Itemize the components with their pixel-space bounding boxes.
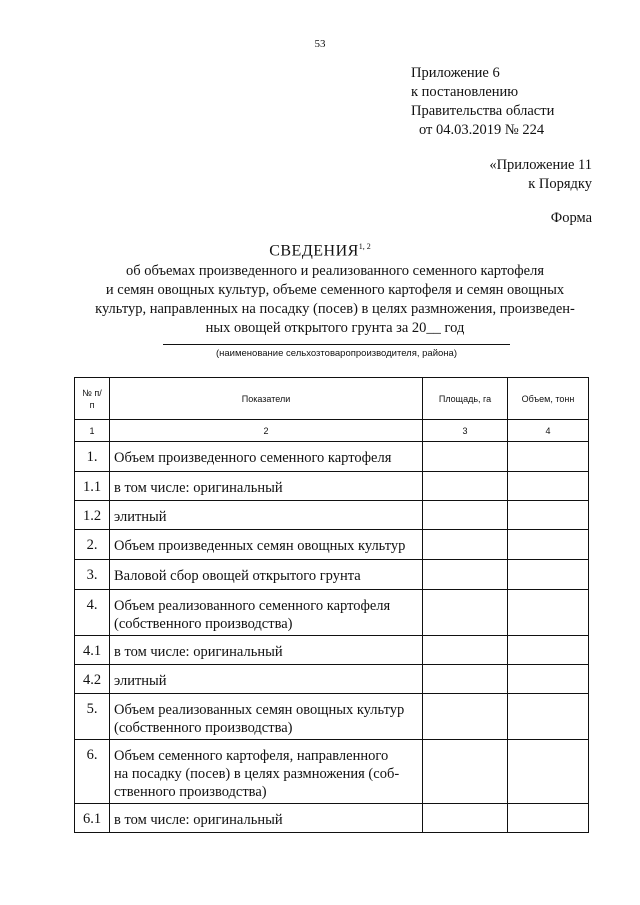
table-header-row bbox=[75, 378, 589, 420]
table-row bbox=[75, 590, 589, 636]
row-area-cell[interactable] bbox=[423, 636, 508, 665]
row-volume-cell[interactable] bbox=[508, 694, 589, 740]
table-row bbox=[75, 636, 589, 665]
row-volume-cell[interactable] bbox=[508, 472, 589, 501]
column-number: 4 bbox=[508, 420, 589, 442]
row-area-cell[interactable] bbox=[423, 590, 508, 636]
row-number: 2. bbox=[75, 530, 110, 560]
row-number: 1.2 bbox=[75, 501, 110, 530]
row-area-cell[interactable] bbox=[423, 740, 508, 804]
row-indicator bbox=[110, 665, 423, 694]
header-indicators: Показатели bbox=[110, 378, 423, 420]
indicator-line: элитный bbox=[114, 673, 167, 689]
row-area-cell[interactable] bbox=[423, 442, 508, 472]
indicator-line: Валовой сбор овощей открытого грунта bbox=[114, 568, 361, 584]
table-row bbox=[75, 694, 589, 740]
indicator-line: ственного производства) bbox=[114, 784, 267, 800]
table-row bbox=[75, 804, 589, 833]
column-number: 2 bbox=[110, 420, 423, 442]
table-row bbox=[75, 740, 589, 804]
table-row bbox=[75, 501, 589, 530]
order-note-line: к Порядку bbox=[528, 176, 592, 192]
row-area-cell[interactable] bbox=[423, 665, 508, 694]
subtitle-line: ных овощей открытого грунта за 20__ год bbox=[205, 320, 465, 336]
appendix-line: к постановлению bbox=[411, 84, 519, 100]
indicator-line: элитный bbox=[114, 509, 167, 525]
report-table bbox=[74, 377, 589, 833]
producer-caption: (наименование сельхозтоваропроизводителя, района) bbox=[215, 348, 458, 359]
appendix-line: Приложение 6 bbox=[411, 65, 500, 81]
title-footnote-marks: 1, 2 bbox=[358, 242, 371, 251]
table-row bbox=[75, 665, 589, 694]
appendix-line: Правительства области bbox=[411, 103, 555, 119]
indicator-line: Объем произведенного семенного картофеля bbox=[114, 450, 392, 466]
row-area-cell[interactable] bbox=[423, 694, 508, 740]
indicator-line: в том числе: оригинальный bbox=[114, 644, 283, 660]
indicator-line: Объем семенного картофеля, направленного bbox=[114, 748, 389, 764]
table-row bbox=[75, 560, 589, 590]
appendix-reference bbox=[411, 64, 554, 140]
row-number: 6. bbox=[75, 740, 110, 804]
indicator-line: Объем реализованных семян овощных культур bbox=[114, 702, 405, 718]
row-volume-cell[interactable] bbox=[508, 636, 589, 665]
header-number: № п/п bbox=[75, 378, 110, 420]
row-number: 4. bbox=[75, 590, 110, 636]
indicator-line: (собственного производства) bbox=[114, 720, 293, 736]
row-volume-cell[interactable] bbox=[508, 501, 589, 530]
table-row bbox=[75, 442, 589, 472]
column-number: 3 bbox=[423, 420, 508, 442]
row-number: 4.1 bbox=[75, 636, 110, 665]
row-volume-cell[interactable] bbox=[508, 442, 589, 472]
row-number: 1.1 bbox=[75, 472, 110, 501]
row-volume-cell[interactable] bbox=[508, 740, 589, 804]
header-area: Площадь, га bbox=[423, 378, 508, 420]
subtitle-line: и семян овощных культур, объеме семенного картофеля и семян овощных bbox=[105, 282, 565, 298]
table-row bbox=[75, 530, 589, 560]
indicator-line: на посадку (посев) в целях размножения (соб- bbox=[114, 766, 400, 782]
indicator-line: Объем реализованного семенного картофеля bbox=[114, 598, 391, 614]
row-area-cell[interactable] bbox=[423, 560, 508, 590]
row-area-cell[interactable] bbox=[423, 472, 508, 501]
row-area-cell[interactable] bbox=[423, 501, 508, 530]
row-volume-cell[interactable] bbox=[508, 530, 589, 560]
producer-name-line[interactable] bbox=[163, 344, 510, 345]
indicator-line: в том числе: оригинальный bbox=[114, 812, 283, 828]
document-subtitle bbox=[70, 262, 600, 338]
indicator-line: (собственного производства) bbox=[114, 616, 293, 632]
row-number: 6.1 bbox=[75, 804, 110, 833]
table-body bbox=[75, 442, 589, 833]
form-label: Форма bbox=[550, 210, 592, 226]
column-number: 1 bbox=[75, 420, 110, 442]
row-volume-cell[interactable] bbox=[508, 804, 589, 833]
row-indicator bbox=[110, 590, 423, 636]
row-indicator bbox=[110, 636, 423, 665]
subtitle-line: об объемах произведенного и реализованного семенного картофеля bbox=[125, 263, 544, 279]
subtitle-line: культур, направленных на посадку (посев) в целях размножения, произведен- bbox=[95, 301, 575, 317]
table-row bbox=[75, 472, 589, 501]
row-number: 1. bbox=[75, 442, 110, 472]
row-number: 3. bbox=[75, 560, 110, 590]
row-indicator bbox=[110, 442, 423, 472]
row-indicator bbox=[110, 530, 423, 560]
row-area-cell[interactable] bbox=[423, 530, 508, 560]
row-area-cell[interactable] bbox=[423, 804, 508, 833]
indicator-line: в том числе: оригинальный bbox=[114, 480, 283, 496]
row-indicator bbox=[110, 560, 423, 590]
appendix-line: от 04.03.2019 № 224 bbox=[419, 122, 545, 138]
header-volume: Объем, тонн bbox=[508, 378, 589, 420]
page-number: 53 bbox=[314, 38, 326, 50]
row-indicator bbox=[110, 472, 423, 501]
row-volume-cell[interactable] bbox=[508, 665, 589, 694]
row-indicator bbox=[110, 740, 423, 804]
row-number: 5. bbox=[75, 694, 110, 740]
row-number: 4.2 bbox=[75, 665, 110, 694]
indicator-line: Объем произведенных семян овощных культур bbox=[114, 538, 406, 554]
order-note-line: «Приложение 11 bbox=[489, 157, 592, 173]
column-number-row bbox=[75, 420, 589, 442]
document-title bbox=[0, 242, 640, 260]
title-text: СВЕДЕНИЯ bbox=[269, 242, 359, 260]
row-indicator bbox=[110, 501, 423, 530]
row-indicator bbox=[110, 804, 423, 833]
row-volume-cell[interactable] bbox=[508, 560, 589, 590]
row-indicator bbox=[110, 694, 423, 740]
row-volume-cell[interactable] bbox=[508, 590, 589, 636]
